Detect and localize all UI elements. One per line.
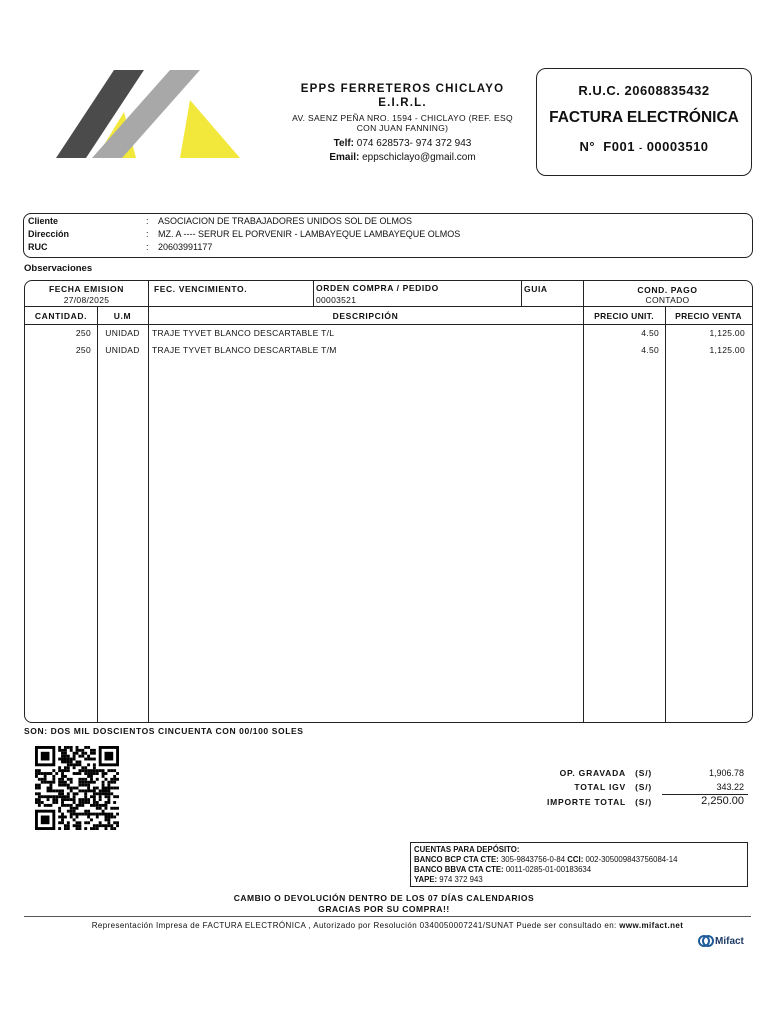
number-dash: - — [639, 143, 643, 153]
col-description: DESCRIPCIÓN — [332, 311, 399, 321]
gravada-currency: (S/) — [635, 768, 652, 778]
col-unit-price: PRECIO UNIT. — [594, 311, 654, 321]
items-table — [24, 280, 753, 723]
issue-date-label: FECHA EMISION — [48, 284, 124, 294]
total-value: 2,250.00 — [701, 795, 744, 807]
footer-text — [24, 921, 751, 930]
colon: : — [146, 229, 149, 239]
item-qty: 250 — [75, 328, 91, 338]
footer-legal: Representación Impresa de FACTURA ELECTRÓNICA , Autorizado por Resolución 0340050007241/SUNAT Puede ser consultado en: — [91, 921, 617, 930]
bank-bbva-row — [414, 865, 747, 875]
email-value: eppschiclayo@gmail.com — [362, 152, 476, 163]
document-correlative: 00003510 — [646, 139, 709, 154]
amount-in-words: SON: DOS MIL DOSCIENTOS CINCUENTA CON 00/100 SOLES — [24, 726, 304, 736]
client-ruc-label: RUC — [28, 242, 48, 252]
cci-account: 002-305009843756084-14 — [585, 855, 678, 864]
footer-divider — [24, 916, 751, 917]
item-unit: UNIDAD — [105, 345, 140, 355]
qr-code — [33, 746, 121, 830]
total-currency: (S/) — [635, 797, 652, 807]
document-series: F001 — [603, 139, 635, 154]
client-name-row — [28, 215, 412, 228]
igv-currency: (S/) — [635, 782, 652, 792]
company-address-line2: CON JUAN FANNING) — [356, 123, 449, 133]
colon: : — [146, 216, 149, 226]
item-unit: UNIDAD — [105, 328, 140, 338]
bank-title: CUENTAS PARA DEPÓSITO: — [414, 845, 520, 854]
thanks-message: GRACIAS POR SU COMPRA!! — [318, 904, 450, 914]
divider — [25, 324, 752, 325]
col-qty: CANTIDAD. — [34, 311, 88, 321]
issue-date: 27/08/2025 — [63, 295, 110, 305]
footer-url[interactable]: www.mifact.net — [619, 921, 684, 930]
item-qty: 250 — [75, 345, 91, 355]
due-date-label: FEC. VENCIMIENTO. — [154, 284, 248, 294]
document-type: FACTURA ELECTRÓNICA — [549, 109, 739, 126]
client-ruc-row — [28, 241, 212, 254]
bank-yape-row — [414, 875, 747, 885]
guide-label: GUIA — [524, 284, 548, 294]
return-policy: CAMBIO O DEVOLUCIÓN DENTRO DE LOS 07 DÍAS CALENDARIOS — [233, 893, 535, 903]
mifact-logo-icon — [698, 935, 714, 947]
ruc-box — [536, 68, 752, 176]
client-address-row — [28, 228, 460, 241]
divider — [521, 281, 522, 306]
client-address: MZ. A ---- SERUR EL PORVENIR - LAMBAYEQUE LAMBAYEQUE OLMOS — [158, 229, 461, 239]
phone-value: 074 628573- 974 372 943 — [356, 138, 472, 149]
bbva-label: BANCO BBVA CTA CTE: — [414, 865, 504, 874]
company-name: EPPS FERRETEROS CHICLAYO — [300, 83, 505, 95]
observations-label: Observaciones — [24, 263, 93, 274]
colon: : — [146, 242, 149, 252]
total-label: IMPORTE TOTAL — [546, 797, 626, 807]
mifact-brand — [698, 933, 744, 949]
cci-label: CCI: — [567, 855, 584, 864]
igv-value: 343.22 — [716, 782, 744, 792]
item-description: TRAJE TYVET BLANCO DESCARTABLE T/L — [152, 328, 335, 338]
item-total: 1,125.00 — [709, 328, 745, 338]
divider — [583, 306, 584, 722]
company-header — [275, 82, 530, 164]
divider — [148, 281, 149, 306]
order-label: ORDEN COMPRA / PEDIDO — [316, 283, 439, 293]
payment-terms: CONTADO — [645, 295, 690, 305]
client-name-label: Cliente — [28, 216, 59, 226]
bank-bcp-row — [414, 855, 747, 865]
company-logo — [52, 68, 244, 164]
bank-accounts-box — [410, 842, 748, 887]
item-unit-price: 4.50 — [641, 345, 659, 355]
col-unit: U.M — [113, 311, 132, 321]
divider — [97, 306, 98, 722]
client-ruc: 20603991177 — [158, 242, 213, 252]
yape-label: YAPE: — [414, 875, 438, 884]
gravada-label: OP. GRAVADA — [559, 768, 626, 778]
company-phone — [275, 137, 530, 150]
item-description: TRAJE TYVET BLANCO DESCARTABLE T/M — [152, 345, 337, 355]
payment-label: COND. PAGO — [637, 285, 698, 295]
bbva-account: 0011-0285-01-00183634 — [505, 865, 592, 874]
order-number: 00003521 — [316, 295, 357, 305]
divider — [665, 306, 666, 722]
client-address-label: Dirección — [28, 229, 70, 239]
phone-label: Telf: — [333, 138, 355, 149]
bcp-label: BANCO BCP CTA CTE: — [414, 855, 499, 864]
company-legal-form: E.I.R.L. — [378, 97, 427, 109]
client-name: ASOCIACION DE TRABAJADORES UNIDOS SOL DE OLMOS — [158, 216, 413, 226]
company-email — [275, 151, 530, 164]
document-number — [537, 139, 751, 154]
number-prefix: N° — [579, 139, 596, 154]
igv-label: TOTAL IGV — [574, 782, 626, 792]
divider — [25, 306, 752, 307]
item-unit-price: 4.50 — [641, 328, 659, 338]
company-address-line1: AV. SAENZ PEÑA NRO. 1594 - CHICLAYO (REF. ESQ — [292, 113, 513, 123]
yape-number: 974 372 943 — [439, 875, 483, 884]
email-label: Email: — [329, 152, 360, 163]
document-ruc: R.U.C. 20608835432 — [578, 83, 710, 98]
client-box — [23, 213, 753, 258]
bcp-account: 305-9843756-0-84 — [500, 855, 566, 864]
logo-yellow-right — [180, 100, 240, 158]
col-total-price: PRECIO VENTA — [675, 311, 742, 321]
mifact-brand-name: Mifact — [715, 935, 744, 947]
divider — [313, 281, 314, 306]
divider — [148, 306, 149, 722]
item-total: 1,125.00 — [709, 345, 745, 355]
gravada-value: 1,906.78 — [708, 768, 744, 778]
